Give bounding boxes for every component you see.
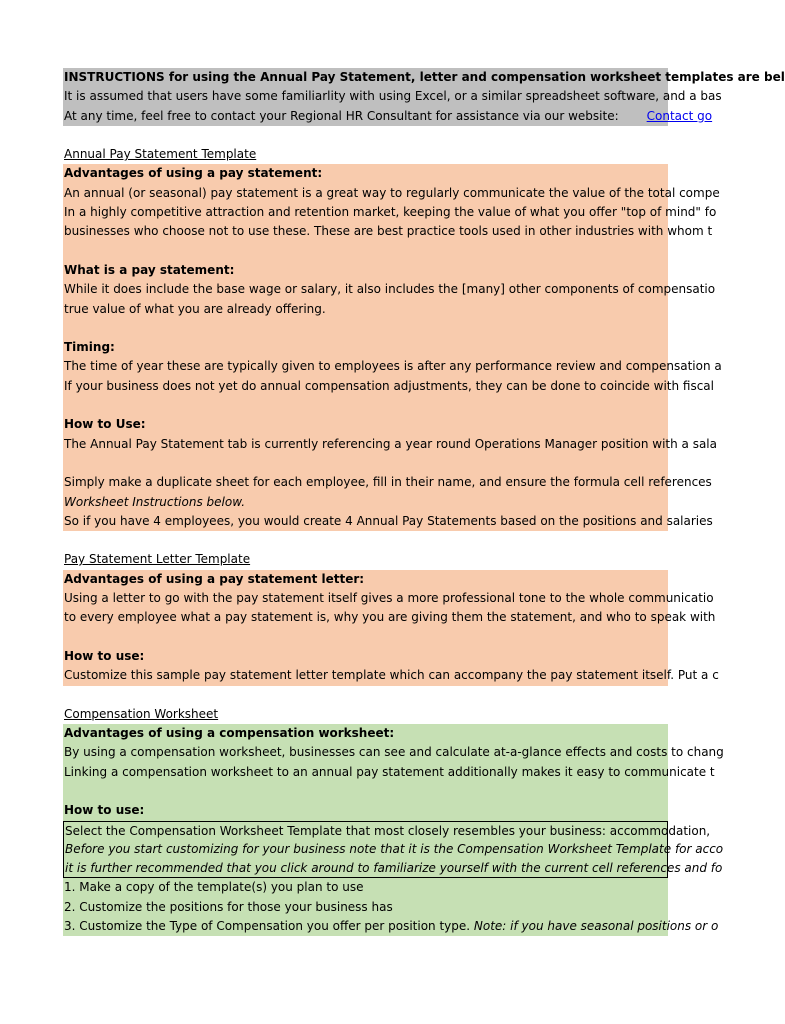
worksheet-step-3[interactable] [63, 917, 719, 936]
annual-what-2[interactable]: true value of what you are already offering. [63, 300, 668, 319]
worksheet-box-1[interactable]: Select the Compensation Worksheet Template that most closely resembles your business: accommodation, [63, 821, 668, 840]
annual-heading[interactable]: Annual Pay Statement Template [64, 147, 257, 162]
annual-adv-3[interactable]: businesses who choose not to use these. These are best practice tools used in other industries with whom t [63, 222, 668, 241]
letter-adv-label[interactable]: Advantages of using a pay statement letter: [63, 570, 668, 589]
worksheet-adv-2[interactable]: Linking a compensation worksheet to an annual pay statement additionally makes it easy to communicate t [63, 763, 668, 782]
instructions-line-2-text: At any time, feel free to contact your Regional HR Consultant for assistance via our website: [64, 108, 619, 123]
blank-row[interactable] [63, 454, 668, 473]
worksheet-adv-label[interactable]: Advantages of using a compensation worksheet: [63, 724, 668, 743]
worksheet-box-2[interactable]: Before you start customizing for your business note that it is the Compensation Worksheet Template for acco [63, 840, 668, 859]
annual-timing-label[interactable]: Timing: [63, 338, 668, 357]
annual-how-3[interactable]: Worksheet Instructions below. [63, 493, 668, 512]
annual-timing-1[interactable]: The time of year these are typically given to employees is after any performance review and compensation a [63, 357, 668, 376]
blank-row[interactable] [63, 782, 668, 801]
worksheet-step-3-text: 3. Customize the Type of Compensation you offer per position type. [64, 919, 474, 934]
annual-what-label[interactable]: What is a pay statement: [63, 261, 668, 280]
blank-row[interactable] [63, 531, 668, 550]
blank-row[interactable] [63, 686, 668, 705]
annual-how-2[interactable]: Simply make a duplicate sheet for each employee, fill in their name, and ensure the formula cell references [63, 473, 668, 492]
annual-what-1[interactable]: While it does include the base wage or salary, it also includes the [many] other components of compensatio [63, 280, 668, 299]
worksheet-step-3-note: Note: if you have seasonal positions or o [473, 919, 719, 934]
blank-row[interactable] [63, 242, 668, 261]
letter-adv-2[interactable]: to every employee what a pay statement is, why you are giving them the statement, and who to speak with [63, 608, 668, 627]
letter-how-label[interactable]: How to use: [63, 647, 668, 666]
annual-timing-2[interactable]: If your business does not yet do annual compensation adjustments, they can be done to coincide with fiscal [63, 377, 668, 396]
annual-adv-1[interactable]: An annual (or seasonal) pay statement is a great way to regularly communicate the value of the total compe [63, 184, 668, 203]
worksheet-adv-1[interactable]: By using a compensation worksheet, businesses can see and calculate at-a-glance effects and costs to chang [63, 743, 668, 762]
blank-row[interactable] [63, 396, 668, 415]
blank-row[interactable] [63, 628, 668, 647]
instructions-line-2[interactable] [63, 107, 713, 126]
annual-how-label[interactable]: How to Use: [63, 415, 668, 434]
instructions-line-1[interactable]: It is assumed that users have some familiarlity with using Excel, or a similar spreadsheet software, and a bas [63, 87, 668, 106]
instructions-title[interactable]: INSTRUCTIONS for using the Annual Pay Statement, letter and compensation worksheet templates are bel [63, 68, 668, 87]
worksheet-step-1[interactable]: 1. Make a copy of the template(s) you plan to use [63, 878, 668, 897]
spreadsheet-content [63, 68, 785, 936]
worksheet-box-3[interactable]: it is further recommended that you click around to familiarize yourself with the current cell references and fo [63, 859, 668, 878]
worksheet-how-label[interactable]: How to use: [63, 801, 668, 820]
worksheet-heading[interactable]: Compensation Worksheet [64, 706, 219, 721]
letter-how-1[interactable]: Customize this sample pay statement letter template which can accompany the pay statement itself. Put a c [63, 666, 668, 685]
worksheet-step-2[interactable]: 2. Customize the positions for those your business has [63, 898, 668, 917]
annual-how-4[interactable]: So if you have 4 employees, you would create 4 Annual Pay Statements based on the positions and salaries [63, 512, 668, 531]
blank-row[interactable] [63, 319, 668, 338]
letter-adv-1[interactable]: Using a letter to go with the pay statement itself gives a more professional tone to the whole communicatio [63, 589, 668, 608]
annual-adv-label[interactable]: Advantages of using a pay statement: [63, 164, 668, 183]
contact-link[interactable]: Contact go [646, 108, 713, 123]
annual-how-1[interactable]: The Annual Pay Statement tab is currently referencing a year round Operations Manager position with a sala [63, 435, 668, 454]
blank-row[interactable] [63, 126, 668, 145]
letter-heading[interactable]: Pay Statement Letter Template [64, 552, 251, 567]
annual-adv-2[interactable]: In a highly competitive attraction and retention market, keeping the value of what you offer "top of mind" fo [63, 203, 668, 222]
